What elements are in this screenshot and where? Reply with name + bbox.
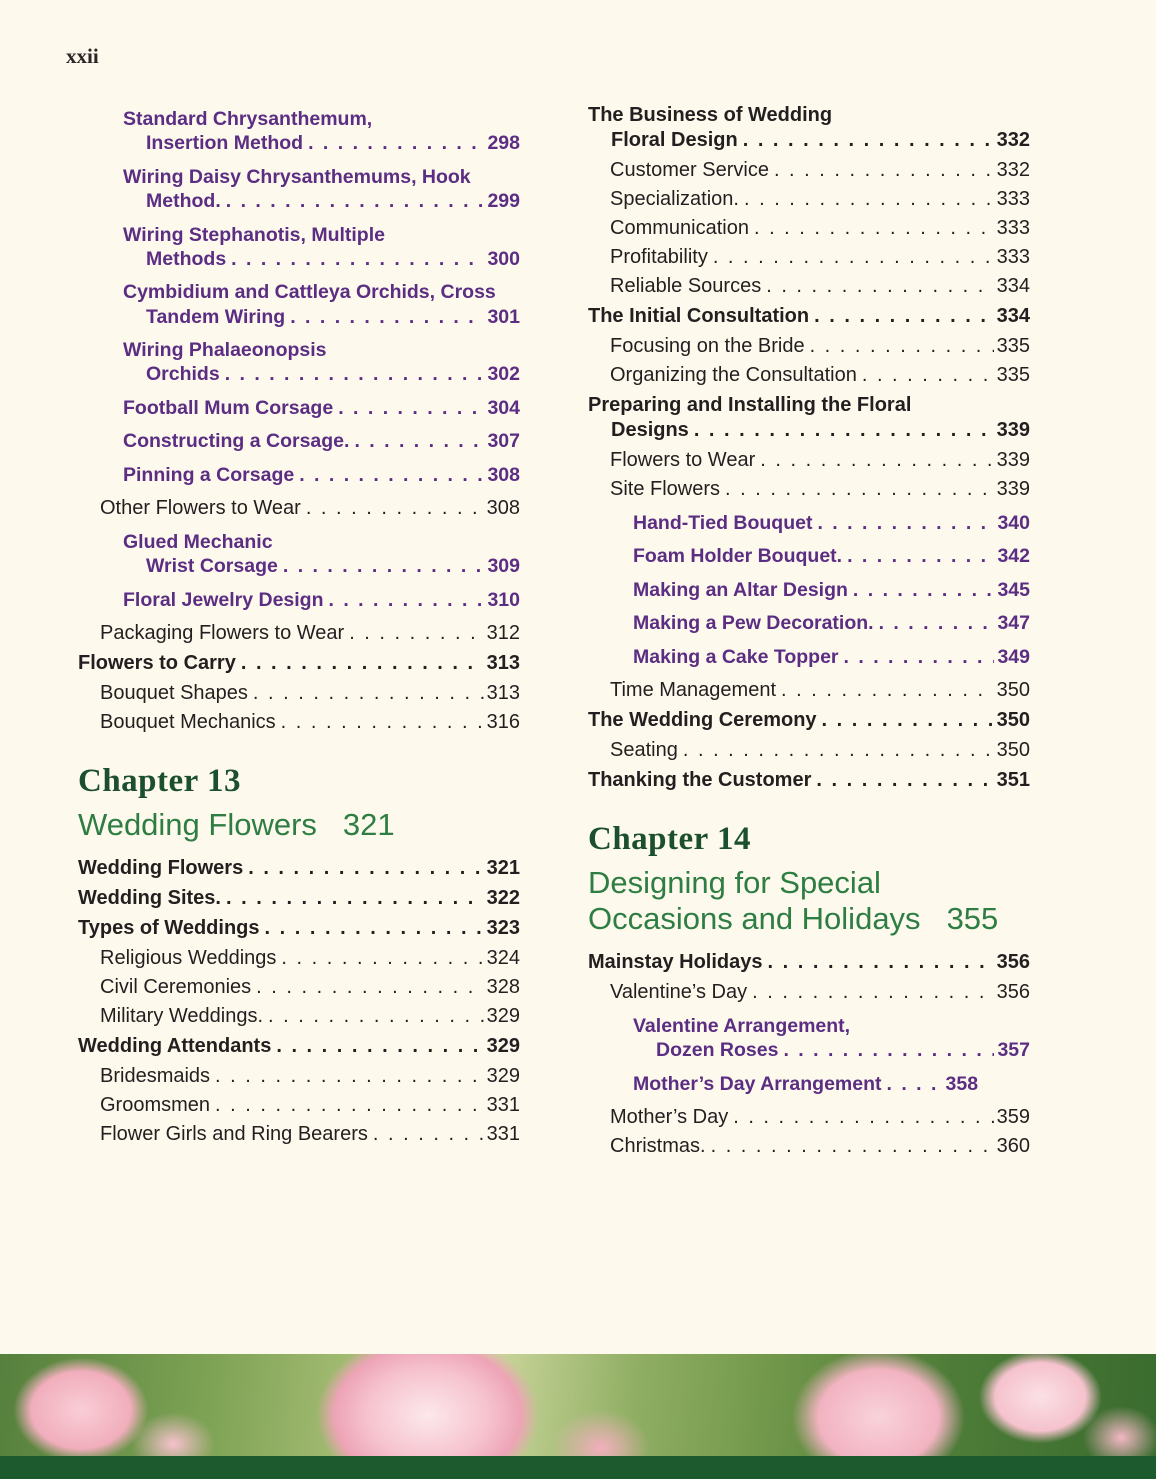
toc-entry-sub	[588, 274, 1030, 299]
toc-entry-row	[100, 681, 520, 706]
roses-image	[0, 1354, 1156, 1456]
toc-entry-sub	[588, 980, 1030, 1005]
toc-entry-sub	[78, 1004, 520, 1029]
toc-entry-row	[588, 708, 1030, 733]
toc-entry-page: 360	[996, 1135, 1030, 1158]
dot-leader	[241, 651, 484, 676]
toc-entry-page: 335	[996, 364, 1030, 386]
toc-entry-text: Bouquet Shapes	[100, 682, 248, 704]
dot-leader	[768, 950, 994, 975]
toc-entry-row	[100, 1004, 520, 1029]
dot-leader	[231, 247, 484, 271]
toc-entry-row	[588, 950, 1030, 975]
dot-leader	[683, 738, 994, 763]
toc-entry-feature	[78, 588, 520, 612]
toc-entry-text: Communication	[610, 217, 749, 239]
toc-entry-text: Floral Design	[611, 129, 738, 151]
dot-leader	[248, 856, 483, 881]
chapter-title-text: Designing for Special	[588, 864, 881, 900]
toc-entry-text: Mainstay Holidays	[588, 951, 763, 974]
page-number: xxii	[66, 44, 99, 68]
toc-entry-sub	[588, 1134, 1030, 1159]
toc-entry-sub	[78, 681, 520, 706]
toc-entry-page: 307	[487, 430, 520, 453]
toc-entry-row	[588, 418, 1030, 443]
toc-entry-feature	[78, 107, 520, 156]
toc-entry-page: 321	[486, 856, 520, 879]
toc-entry-sub	[78, 496, 520, 521]
toc-entry-page: 342	[997, 545, 1030, 568]
chapter-heading	[588, 821, 1030, 938]
toc-entry-text: Types of Weddings	[78, 916, 260, 939]
toc-entry-feature	[588, 511, 1030, 535]
chapter-title-line	[78, 807, 520, 844]
toc-entry-page: 347	[997, 612, 1030, 635]
toc-entry-page: 340	[997, 512, 1030, 534]
toc-entry-text: The Wedding Ceremony	[588, 708, 817, 731]
toc-entry-text: Orchids	[146, 363, 220, 386]
toc-entry-page: 357	[997, 1039, 1030, 1062]
toc-entry-text: Mother’s Day Arrangement	[633, 1072, 882, 1095]
dot-leader	[308, 131, 484, 155]
dot-leader	[814, 304, 994, 329]
toc-entry-text: Making a Cake Topper	[633, 645, 839, 668]
toc-entry-feature	[588, 544, 1030, 568]
chapter-heading	[78, 763, 520, 844]
toc-entry-row	[123, 429, 520, 453]
toc-entry-page: 324	[486, 946, 520, 969]
toc-entry-feature	[78, 396, 520, 420]
toc-entry-sub	[78, 621, 520, 646]
toc-entry-text: Pinning a Corsage	[123, 463, 295, 486]
toc-entry-page: 329	[486, 1064, 520, 1087]
dot-leader	[713, 245, 994, 270]
toc-entry-page: 299	[487, 190, 520, 213]
toc-entry-feature	[78, 165, 520, 214]
toc-entry-page: 335	[996, 335, 1030, 357]
toc-entry-page: 356	[996, 981, 1030, 1004]
chapter-title-line	[588, 901, 1030, 938]
toc-entry-sub	[588, 334, 1030, 359]
chapter-title	[588, 865, 1030, 938]
toc-entry-sub	[588, 1105, 1030, 1130]
toc-entry-feature	[588, 578, 1030, 602]
toc-entry-row	[78, 886, 520, 911]
toc-entry-row	[610, 187, 1030, 212]
toc-entry-row	[123, 131, 520, 155]
toc-entry-page: 339	[996, 478, 1030, 500]
toc-entry-text: Dozen Roses	[656, 1039, 779, 1062]
dot-leader	[338, 396, 484, 420]
toc-entry-row	[633, 1038, 1030, 1062]
toc-entry-page: 358	[945, 1072, 979, 1095]
toc-entry-page: 334	[996, 275, 1030, 297]
toc-entry-text: Wedding Attendants	[78, 1034, 272, 1057]
toc-entry-row	[588, 768, 1030, 793]
toc-entry-row	[610, 980, 1030, 1005]
toc-entry-page: 301	[487, 305, 520, 328]
dot-leader	[822, 708, 994, 733]
toc-entry-row	[633, 645, 1030, 669]
toc-entry-page: 309	[487, 555, 520, 578]
toc-entry-feature	[78, 223, 520, 272]
toc-entry-page: 322	[486, 886, 520, 909]
toc-entry-row	[100, 975, 520, 1000]
toc-entry-text: Religious Weddings	[100, 946, 277, 969]
toc-entry-text: Seating	[610, 738, 678, 761]
dot-leader	[752, 980, 994, 1005]
dot-leader	[226, 189, 485, 213]
toc-entry-section	[588, 393, 1030, 443]
toc-entry-text: Tandem Wiring	[146, 305, 286, 328]
toc-entry-text: Standard Chrysanthemum,	[123, 108, 373, 130]
toc-entry-text: Methods	[146, 247, 227, 270]
toc-entry-page: 333	[996, 246, 1030, 268]
toc-entry-row	[633, 511, 1030, 535]
toc-entry-text: Customer Service	[610, 159, 769, 181]
chapter-number: Chapter 13	[78, 763, 241, 799]
toc-entry-section	[78, 886, 520, 911]
toc-entry-text: Method.	[146, 190, 221, 213]
dot-leader	[744, 187, 994, 212]
toc-entry-row	[100, 946, 520, 971]
dot-leader	[225, 362, 485, 386]
toc-entry-text: Making a Pew Decoration.	[633, 612, 874, 635]
toc-entry-text: The Initial Consultation	[588, 305, 810, 327]
dot-leader	[215, 1064, 484, 1089]
toc-entry-section	[588, 768, 1030, 793]
dot-leader	[853, 578, 995, 602]
toc-entry-text: Wiring Stephanotis, Multiple	[123, 223, 385, 246]
toc-entry-text: Bouquet Mechanics	[100, 711, 276, 733]
toc-entry-row	[123, 554, 520, 578]
dot-leader	[299, 463, 484, 487]
dot-leader	[354, 429, 484, 453]
toc-entry-row	[610, 274, 1030, 299]
toc-entry-text: Reliable Sources	[610, 275, 762, 297]
dot-leader	[268, 1004, 484, 1029]
toc-entry-page: 334	[996, 305, 1030, 327]
toc-entry-page: 339	[996, 449, 1030, 471]
toc-entry-sub	[588, 245, 1030, 270]
toc-entry-feature	[78, 429, 520, 453]
chapter-page-number: 321	[342, 807, 395, 842]
dot-leader	[783, 1038, 994, 1062]
toc-entry-text: Military Weddings.	[100, 1004, 264, 1027]
toc-entry-text: Wedding Sites.	[78, 886, 221, 909]
toc-entry-sub	[78, 1093, 520, 1118]
chapter-title-text: Occasions and Holidays	[588, 901, 921, 937]
toc-entry-page: 308	[486, 496, 520, 519]
toc-entry-page: 329	[486, 1004, 520, 1027]
toc-entry-row	[123, 396, 520, 420]
toc-entry-text: Making an Altar Design	[633, 578, 848, 601]
toc-entry-sub	[588, 477, 1030, 502]
toc-entry-row	[610, 738, 1030, 763]
dot-leader	[887, 1072, 943, 1096]
toc-entry-text: Packaging Flowers to Wear	[100, 622, 345, 644]
dot-leader	[862, 363, 994, 388]
toc-entry-page: 332	[996, 159, 1030, 181]
chapter-title	[78, 807, 520, 844]
toc-entry-text: Wrist Corsage	[146, 555, 278, 578]
toc-entry-row	[100, 710, 520, 735]
toc-entry-row	[78, 856, 520, 881]
toc-entry-feature	[588, 1014, 1030, 1063]
toc-entry-row	[123, 247, 520, 271]
toc-entry-text: Glued Mechanic	[123, 530, 273, 553]
toc-entry-sub	[588, 448, 1030, 473]
toc-entry-sub	[588, 187, 1030, 212]
toc-entry-text: Wedding Flowers	[78, 856, 244, 879]
toc-entry-row	[610, 477, 1030, 502]
toc-entry-text: The Business of Wedding	[588, 104, 833, 126]
toc-entry-row	[610, 334, 1030, 359]
toc-entry-section	[78, 916, 520, 941]
toc-entry-row	[78, 916, 520, 941]
toc-entry-page: 349	[997, 645, 1030, 668]
toc-entry-page: 350	[996, 678, 1030, 701]
dot-leader	[329, 588, 485, 612]
toc-entry-text: Organizing the Consultation	[610, 364, 857, 386]
toc-entry-text: Flowers to Wear	[610, 449, 756, 471]
toc-entry-section	[78, 651, 520, 676]
toc-entry-row	[633, 544, 1030, 568]
toc-entry-text: Floral Jewelry Design	[123, 588, 324, 611]
toc-right-column	[588, 98, 1030, 1163]
toc-entry-page: 310	[487, 588, 520, 611]
toc-entry-row	[100, 1093, 520, 1118]
toc-entry-feature	[78, 530, 520, 579]
dot-leader	[847, 544, 994, 568]
dot-leader	[781, 678, 994, 703]
toc-entry-text: Preparing and Installing the Floral	[588, 394, 912, 416]
toc-entry-row	[588, 128, 1030, 153]
toc-entry-feature	[588, 645, 1030, 669]
toc-entry-text: Cymbidium and Cattleya Orchids, Cross	[123, 281, 496, 304]
dot-leader	[290, 305, 484, 329]
toc-entry-row	[633, 1072, 1030, 1096]
toc-entry-row	[610, 245, 1030, 270]
dot-leader	[256, 975, 483, 1000]
toc-entry-row	[78, 651, 520, 676]
toc-entry-page: 351	[996, 768, 1030, 791]
toc-entry-page: 332	[996, 129, 1030, 151]
toc-entry-text: Time Management	[610, 678, 776, 701]
dot-leader	[844, 645, 995, 669]
toc-entry-sub	[588, 158, 1030, 183]
toc-entry-row	[100, 496, 520, 521]
toc-entry-text: Flowers to Carry	[78, 652, 236, 674]
toc-entry-page: 316	[486, 711, 520, 733]
dot-leader	[373, 1122, 484, 1147]
toc-entry-page: 359	[996, 1106, 1030, 1129]
dot-leader	[215, 1093, 484, 1118]
toc-entry-text: Foam Holder Bouquet.	[633, 545, 843, 568]
toc-entry-section	[588, 304, 1030, 329]
toc-entry-row	[100, 621, 520, 646]
toc-entry-text: Other Flowers to Wear	[100, 496, 301, 519]
toc-entry-text: Wiring Phalaeonopsis	[123, 339, 327, 361]
toc-entry-page: 304	[487, 396, 520, 419]
toc-entry-row	[123, 463, 520, 487]
toc-entry-text: Groomsmen	[100, 1093, 211, 1116]
toc-entry-feature	[78, 280, 520, 329]
toc-entry-page: 313	[486, 682, 520, 704]
toc-entry-text: Hand-Tied Bouquet	[633, 512, 813, 534]
toc-entry-sub	[588, 216, 1030, 241]
toc-entry-text: Valentine Arrangement,	[633, 1015, 851, 1038]
toc-entry-feature	[78, 463, 520, 487]
chapter-title-text: Wedding Flowers	[78, 807, 317, 842]
toc-entry-row	[123, 362, 520, 386]
toc-entry-page: 308	[487, 463, 520, 486]
toc-entry-sub	[588, 678, 1030, 703]
chapter-title-line	[588, 865, 1030, 902]
toc-entry-page: 313	[486, 652, 520, 674]
green-footer-bar	[0, 1456, 1156, 1479]
toc-entry-page: 350	[996, 708, 1030, 731]
dot-leader	[754, 216, 994, 241]
dot-leader	[283, 554, 485, 578]
dot-leader	[766, 274, 993, 299]
toc-entry-text: Thanking the Customer	[588, 768, 812, 791]
toc-entry-text: Mother’s Day	[610, 1106, 729, 1129]
toc-entry-page: 333	[996, 217, 1030, 239]
toc-entry-row	[123, 305, 520, 329]
toc-entry-row	[123, 588, 520, 612]
toc-entry-page: 331	[486, 1093, 520, 1116]
toc-entry-page: 356	[996, 951, 1030, 974]
dot-leader	[253, 681, 484, 706]
toc-entry-text: Flower Girls and Ring Bearers	[100, 1122, 368, 1145]
toc-entry-sub	[78, 975, 520, 1000]
toc-entry-sub	[588, 738, 1030, 763]
toc-entry-page: 350	[996, 738, 1030, 761]
toc-entry-text: Bridesmaids	[100, 1064, 211, 1087]
toc-entry-feature	[78, 338, 520, 387]
toc-entry-text: Focusing on the Bride	[610, 335, 805, 357]
dot-leader	[733, 1105, 993, 1130]
dot-leader	[879, 611, 995, 635]
toc-entry-text: Valentine’s Day	[610, 981, 748, 1004]
toc-entry-sub	[78, 1122, 520, 1147]
toc-entry-row	[610, 158, 1030, 183]
toc-entry-text: Constructing a Corsage.	[123, 430, 350, 453]
toc-entry-page: 312	[486, 622, 520, 644]
dot-leader	[810, 334, 994, 359]
toc-entry-page: 302	[487, 363, 520, 386]
toc-entry-sub	[78, 1064, 520, 1089]
roses-photo	[0, 1354, 1156, 1479]
toc-entry-text: Christmas.	[610, 1135, 706, 1158]
toc-entry-row	[588, 304, 1030, 329]
toc-entry-row	[123, 189, 520, 213]
toc-entry-sub	[78, 710, 520, 735]
toc-entry-section	[588, 708, 1030, 733]
dot-leader	[265, 916, 484, 941]
toc-entry-page: 328	[486, 975, 520, 998]
toc-entry-row	[633, 611, 1030, 635]
toc-entry-row	[610, 678, 1030, 703]
dot-leader	[725, 477, 994, 502]
toc-left-column	[78, 98, 520, 1163]
toc-entry-text: Specialization.	[610, 188, 739, 210]
toc-entry-text: Wiring Daisy Chrysanthemums, Hook	[123, 165, 471, 188]
dot-leader	[816, 768, 993, 793]
toc-entry-section	[588, 950, 1030, 975]
toc-entry-section	[588, 103, 1030, 153]
toc-entry-row	[610, 1105, 1030, 1130]
toc-entry-page: 339	[996, 419, 1030, 441]
toc-entry-feature	[588, 611, 1030, 635]
toc-entry-page: 331	[486, 1122, 520, 1145]
dot-leader	[774, 158, 994, 183]
toc-entry-page: 300	[487, 247, 520, 270]
toc-entry-sub	[78, 946, 520, 971]
toc-entry-page: 298	[487, 132, 520, 155]
toc-entry-section	[78, 856, 520, 881]
dot-leader	[817, 511, 994, 535]
dot-leader	[226, 886, 484, 911]
dot-leader	[349, 621, 483, 646]
toc-entry-page: 345	[997, 578, 1030, 601]
toc-entry-feature	[588, 1072, 1030, 1096]
toc-entry-text: Football Mum Corsage	[123, 396, 334, 419]
dot-leader	[760, 448, 993, 473]
dot-leader	[694, 418, 994, 443]
chapter-number: Chapter 14	[588, 820, 751, 857]
toc-entry-row	[633, 578, 1030, 602]
toc-entry-text: Designs	[611, 419, 689, 441]
toc-entry-row	[610, 216, 1030, 241]
toc-entry-row	[610, 448, 1030, 473]
toc-entry-page: 329	[486, 1034, 520, 1057]
toc-entry-page: 333	[996, 188, 1030, 210]
toc-entry-text: Site Flowers	[610, 478, 721, 500]
dot-leader	[281, 946, 483, 971]
toc-entry-text: Profitability	[610, 246, 708, 268]
toc-entry-row	[100, 1122, 520, 1147]
toc-entry-text: Civil Ceremonies	[100, 975, 252, 998]
toc-entry-page: 323	[486, 916, 520, 939]
toc-entry-text: Insertion Method	[146, 132, 304, 155]
dot-leader	[276, 1034, 483, 1059]
dot-leader	[306, 496, 484, 521]
toc-entry-row	[610, 363, 1030, 388]
dot-leader	[743, 128, 994, 153]
toc-entry-row	[100, 1064, 520, 1089]
dot-leader	[281, 710, 484, 735]
dot-leader	[711, 1134, 994, 1159]
toc-entry-row	[610, 1134, 1030, 1159]
toc-columns	[78, 98, 1030, 1163]
toc-entry-row	[78, 1034, 520, 1059]
chapter-page-number: 355	[946, 901, 999, 937]
toc-entry-section	[78, 1034, 520, 1059]
toc-entry-sub	[588, 363, 1030, 388]
